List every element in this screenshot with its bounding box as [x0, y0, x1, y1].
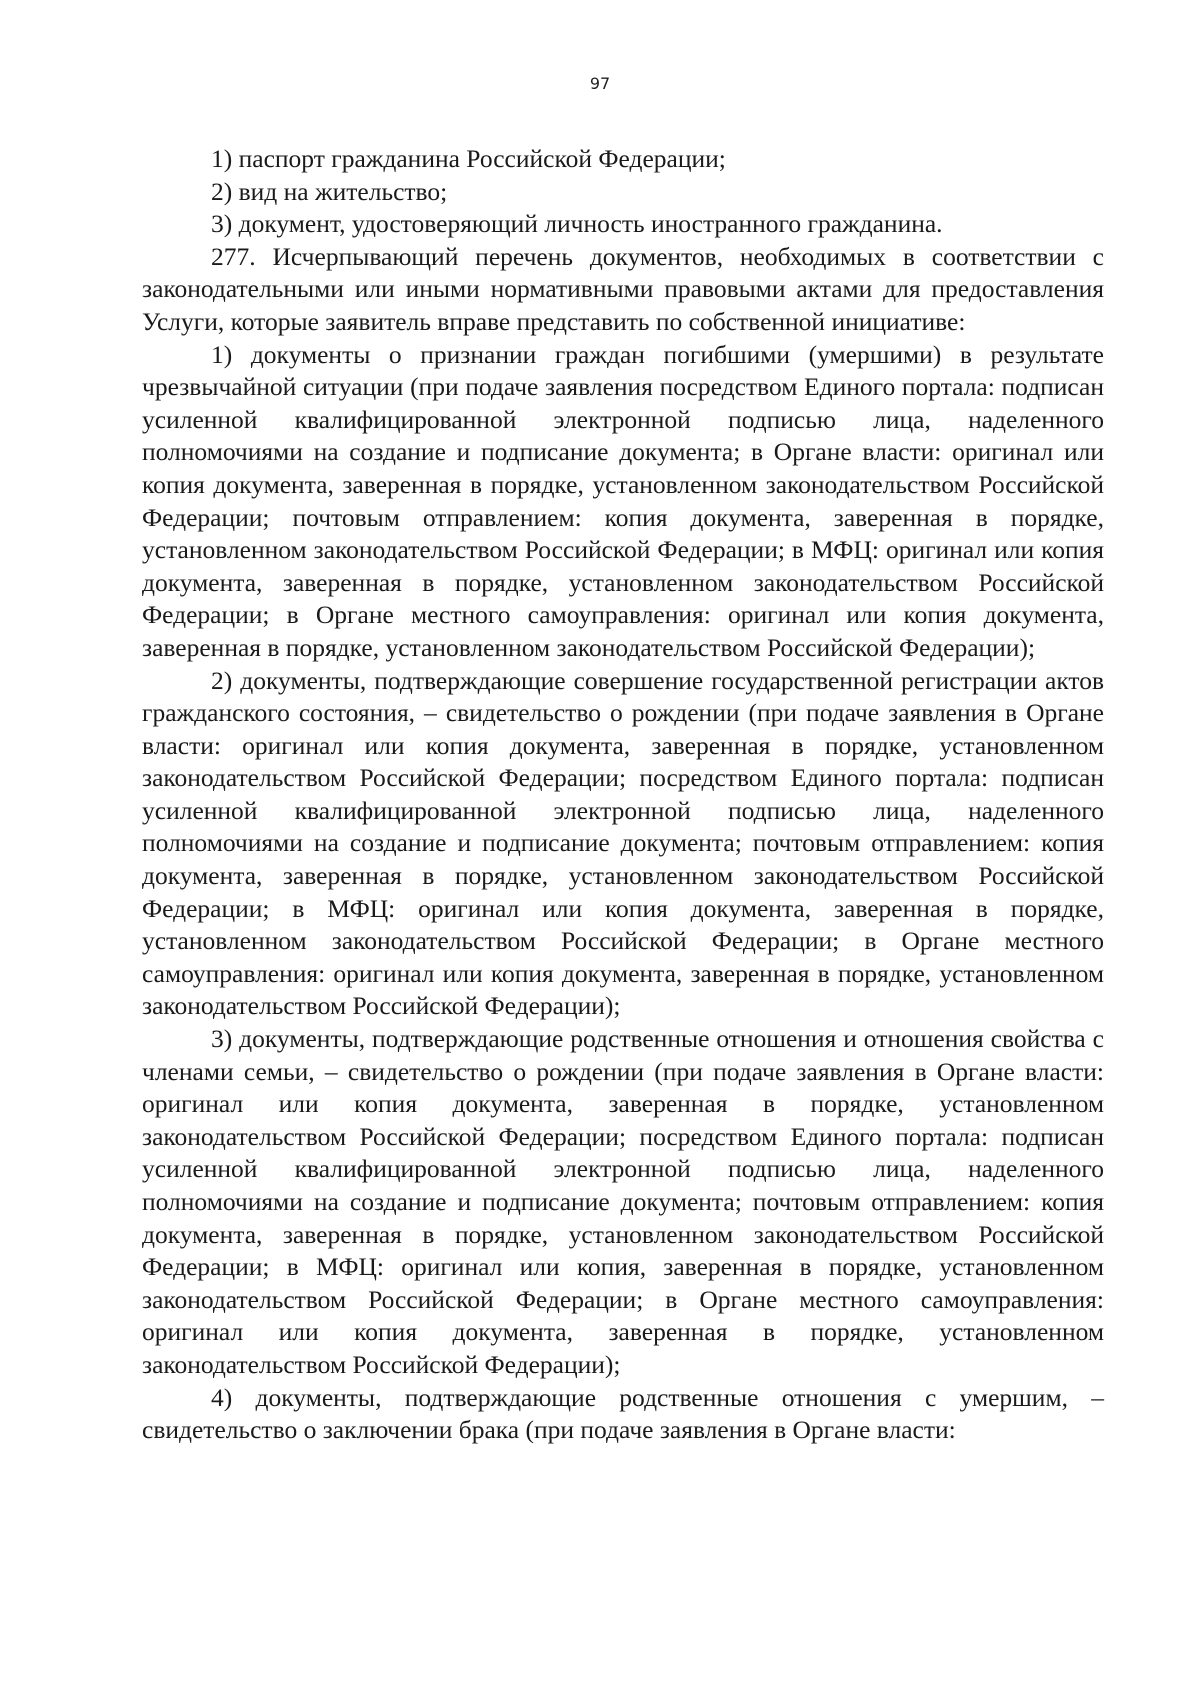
page-number: 97 [589, 74, 611, 93]
list-item-relation-deceased: 4) документы, подтверждающие родственные отношения с умершим, – свидетельство о заключении брака (при подаче заявления в Органе власти: [142, 1382, 1104, 1445]
list-item-civil-registration: 2) документы, подтверждающие совершение государственной регистрации актов гражданского состояния, – свидетельство о рождении (при подаче заявления в Органе власти: оригинал или копия документа, заверенная в порядке, установленном законодательством Российской Федерации; посредством Единого портала: подписан усиленной квалифицированной электронной подписью лица, наделенного полномочиями на создание и подписание документа; почтовым отправлением: копия документа, заверенная в порядке, установленном законодательством Российской Федерации; в МФЦ: оригинал или копия документа, заверенная в порядке, установленном законодательством Российской Федерации; в Органе местного самоуправления: оригинал или копия документа, заверенная в порядке, установленном законодательством Российской Федерации); [142, 665, 1104, 1021]
list-item-passport: 1) паспорт гражданина Российской Федерации; [211, 144, 726, 173]
list-item-foreign-id: 3) документ, удостоверяющий личность иностранного гражданина. [211, 209, 943, 239]
list-item-death-recognition: 1) документы о признании граждан погибшими (умершими) в результате чрезвычайной ситуации (при подаче заявления посредством Единого портала: подписан усиленной квалифицированной электронной подписью лица, наделенного полномочиями на создание и подписание документа; в Органе власти: оригинал или копия документа, заверенная в порядке, установленном законодательством Российской Федерации; почтовым отправлением: копия документа, заверенная в порядке, установленном законодательством Российской Федерации; в МФЦ: оригинал или копия документа, заверенная в порядке, установленном законодательством Российской Федерации; в Органе местного самоуправления: оригинал или копия документа, заверенная в порядке, установленном законодательством Российской Федерации); [142, 339, 1104, 662]
list-item-family-relations: 3) документы, подтверждающие родственные отношения и отношения свойства с членами семьи, – свидетельство о рождении (при подаче заявления в Органе власти: оригинал или копия документа, заверенная в порядке, установленном законодательством Российской Федерации; посредством Единого портала: подписан усиленной квалифицированной электронной подписью лица, наделенного полномочиями на создание и подписание документа; почтовым отправлением: копия документа, заверенная в порядке, установленном законодательством Российской Федерации; в МФЦ: оригинал или копия, заверенная в порядке, установленном законодательством Российской Федерации; в Органе местного самоуправления: оригинал или копия документа, заверенная в порядке, установленном законодательством Российской Федерации); [142, 1024, 1104, 1379]
list-item-residence-permit: 2) вид на жительство; [211, 176, 448, 206]
document-body [142, 143, 1104, 1447]
clause-277: 277. Исчерпывающий перечень документов, необходимых в соответствии с законодательными или иными нормативными правовыми актами для предоставления Услуги, которые заявитель вправе представить по собственной инициативе: [142, 241, 1104, 336]
